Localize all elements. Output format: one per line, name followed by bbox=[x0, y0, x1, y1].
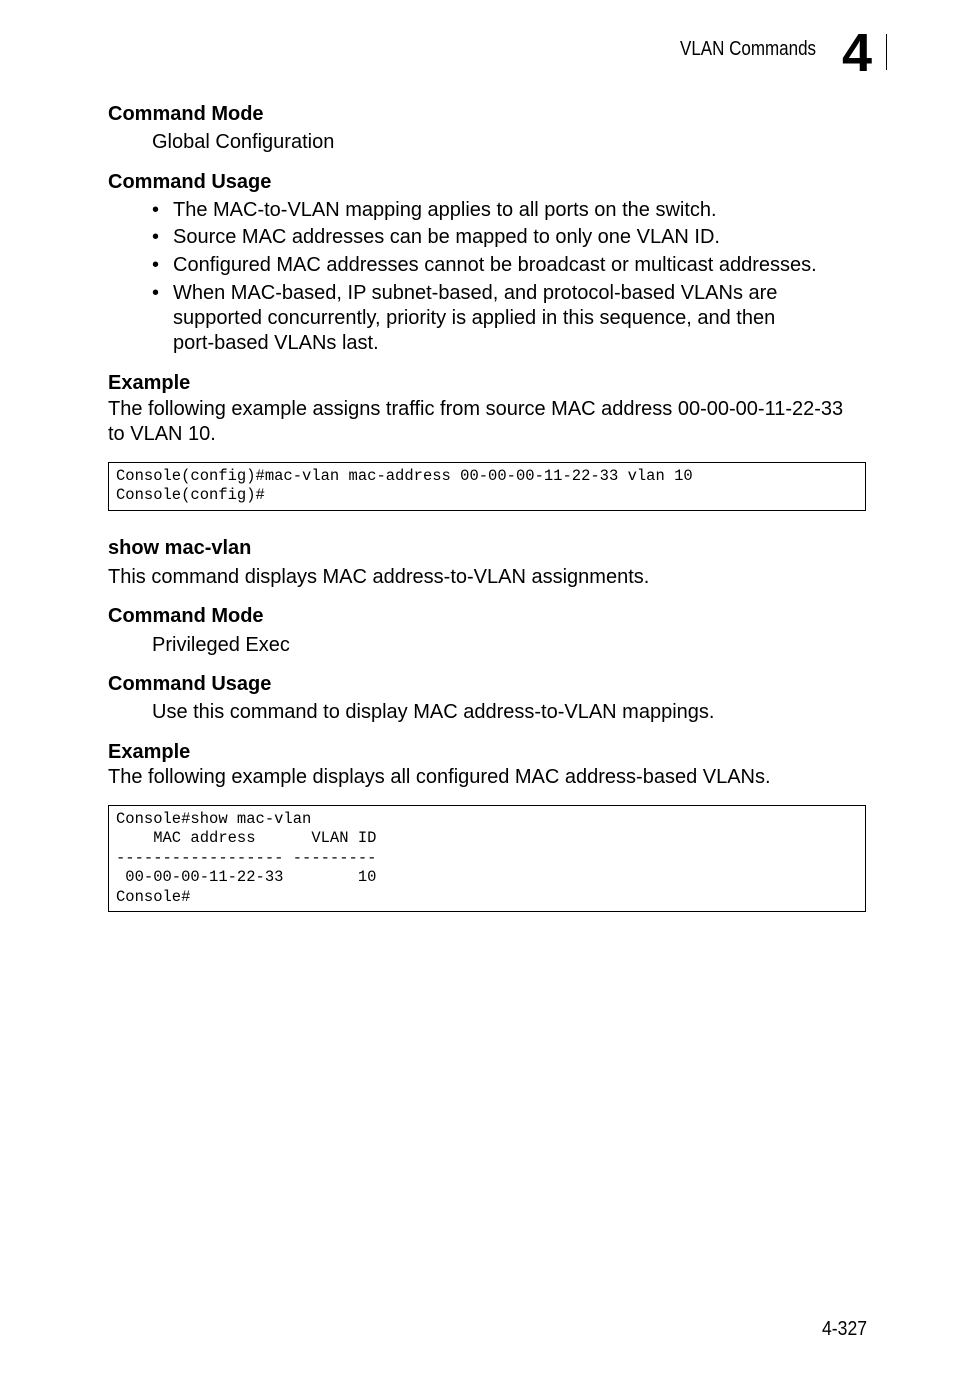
command-usage-text: Use this command to display MAC address-to-VLAN mappings. bbox=[152, 701, 715, 723]
example-description-line: The following example assigns traffic from source MAC address 00-00-00-11-22-33 bbox=[108, 398, 844, 420]
chapter-number: 4 bbox=[842, 23, 873, 83]
bullet-icon: • bbox=[152, 226, 160, 248]
command-description: This command displays MAC address-to-VLAN assignments. bbox=[108, 566, 650, 588]
usage-bullet: • The MAC-to-VLAN mapping applies to all ports on the switch. bbox=[152, 199, 717, 221]
usage-bullet-continuation: supported concurrently, priority is applied in this sequence, and then bbox=[173, 307, 776, 329]
code-example: Console(config)#mac-vlan mac-address 00-00-00-11-22-33 vlan 10 Console(config)# bbox=[116, 467, 693, 505]
command-usage-heading: Command Usage bbox=[108, 171, 272, 193]
bullet-icon: • bbox=[152, 254, 160, 276]
command-mode-heading: Command Mode bbox=[108, 103, 264, 125]
page-number: 4-327 bbox=[822, 1318, 868, 1340]
usage-bullet: • Source MAC addresses can be mapped to only one VLAN ID. bbox=[152, 226, 720, 248]
running-header-title: VLAN Commands bbox=[680, 38, 817, 60]
chapter-divider bbox=[886, 34, 887, 70]
bullet-icon: • bbox=[152, 282, 160, 304]
code-example: Console#show mac-vlan MAC address VLAN ID ------------------ --------- 00-00-00-11-22-33 10 Console# bbox=[116, 810, 377, 906]
usage-bullet: • Configured MAC addresses cannot be broadcast or multicast addresses. bbox=[152, 254, 817, 276]
example-heading: Example bbox=[108, 372, 191, 394]
example-description: The following example displays all configured MAC address-based VLANs. bbox=[108, 766, 771, 788]
command-mode-value: Privileged Exec bbox=[152, 634, 290, 656]
code-example-box bbox=[108, 805, 866, 912]
code-example-box bbox=[108, 462, 866, 511]
usage-bullet-continuation: port-based VLANs last. bbox=[173, 332, 379, 354]
command-mode-heading: Command Mode bbox=[108, 605, 264, 627]
example-heading: Example bbox=[108, 741, 191, 763]
command-usage-heading: Command Usage bbox=[108, 673, 272, 695]
example-description-line: to VLAN 10. bbox=[108, 423, 216, 445]
command-mode-value: Global Configuration bbox=[152, 131, 335, 153]
command-title: show mac-vlan bbox=[108, 537, 252, 559]
usage-bullet: • When MAC-based, IP subnet-based, and protocol-based VLANs are bbox=[152, 282, 778, 304]
bullet-icon: • bbox=[152, 199, 160, 221]
